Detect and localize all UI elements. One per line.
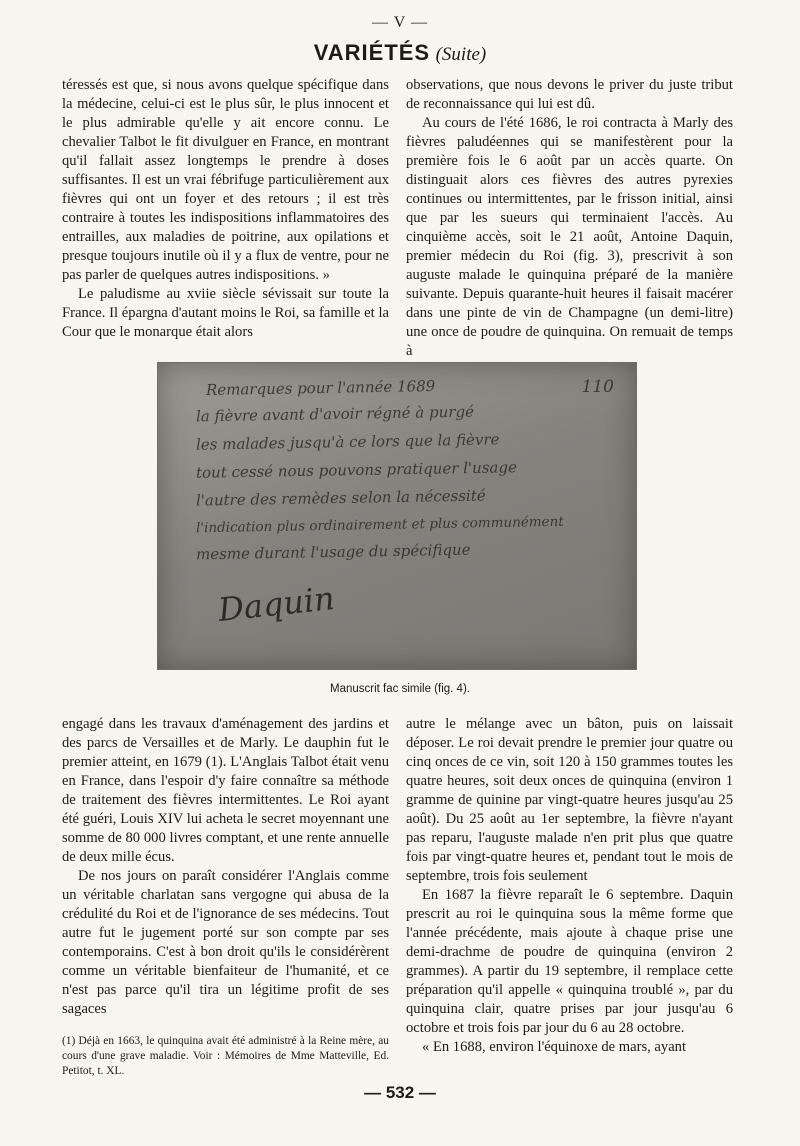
paragraph: De nos jours on paraît considérer l'Anglais comme un véritable charlatan sans vergogne qui abusa de la crédulité du Roi et de l'ignorance de ses médecins. Tout autre fut le jugement porté sur son compte par ses contemporains. C'est à bon droit qu'ils le considérèrent comme un véritable bienfaiteur de l'humanité, et ce n'est pas parce qu'il tira un légitime profit de ses sagaces: [62, 868, 389, 1017]
running-head: [0, 40, 800, 66]
page-number: — 532 —: [364, 1083, 436, 1102]
manuscript-line: la fièvre avant d'avoir régné à purgé: [195, 402, 475, 426]
paragraph: engagé dans les travaux d'aménagement des jardins et des parcs de Versailles et de Marly. Le dauphin fut le premier atteint, en 1679 (1). L'Anglais Talbot était venu en France, dans l'espoir d'y faire connaître sa méthode de traitement des fièvres intermittentes. Le Roi ayant été guéri, Louis XIV lui acheta le secret moyennant une somme de 80 000 livres comptant, et une rente annuelle de deux mille écus.: [62, 716, 389, 865]
manuscript-line: l'autre des remèdes selon la nécessité: [195, 486, 486, 510]
paragraph: Au cours de l'été 1686, le roi contracta à Marly des fièvres paludéennes qui se manifestèrent pour la première fois le 6 août par un accès quarte. On distinguait alors ces fièvres des autres pyrexies continues ou intermittentes, par le frisson initial, ainsi que par les sueurs qui terminaient l'accès. Au cinquième accès, soit le 21 août, Antoine Daquin, premier médecin du Roi (fig. 3), prescrivit à son auguste malade le quinquina préparé de la manière suivante. Depuis quarante-huit heures il faisait macérer dans une pinte de vin de Champagne (un demi-litre) une once de poudre de quinquina. On remuait de temps à: [406, 115, 733, 359]
column-bottom-right: [406, 715, 733, 1057]
manuscript-line: les malades jusqu'à ce lors que la fièvre: [195, 430, 500, 454]
paragraph: « En 1688, environ l'équinoxe de mars, ayant: [422, 1039, 687, 1055]
manuscript-facsimile: [157, 362, 637, 670]
running-head-suffix: (Suite): [435, 44, 487, 65]
column-bottom-left: [62, 715, 389, 1019]
figure-caption: Manuscrit fac simile (fig. 4).: [330, 683, 470, 695]
manuscript-line: l'indication plus ordinairement et plus communément: [195, 513, 564, 537]
manuscript-page-number: 110: [581, 377, 614, 397]
paragraph: observations, que nous devons le priver du juste tribut de reconnaissance qui lui est dû.: [406, 77, 733, 112]
manuscript-line: mesme durant l'usage du spécifique: [195, 540, 471, 564]
column-top-right: [406, 76, 733, 361]
paragraph: Le paludisme au xviie siècle sévissait sur toute la France. Il épargna d'autant moins le Roi, sa famille et la Cour que le monarque était alors: [62, 286, 389, 340]
paragraph: En 1687 la fièvre reparaît le 6 septembre. Daquin prescrit au roi le quinquina sous la même forme que l'année précédente, mais ajoute à chaque prise une demi-drachme de poudre de quinquina (environ 2 grammes). A partir du 19 septembre, il remplace cette préparation qu'il appelle « quinquina troublé », par du quinquina clair, quatre prises par jour jusqu'au 6 octobre et trois fois par jour du 6 au 28 octobre.: [406, 887, 733, 1036]
manuscript-line: Remarques pour l'année 1689: [205, 377, 436, 399]
section-folio: — V —: [372, 14, 428, 31]
paragraph: autre le mélange avec un bâton, puis on laissait déposer. Le roi devait prendre le premier jour quatre ou cinq onces de ce vin, soit 120 à 150 grammes toutes les quatre heures, soit deux onces de quinquina (environ 1 gramme de quinine par vingt-quatre heures jusqu'au 25 août). Du 25 août au 1er septembre, la fièvre n'ayant pas reparu, l'auguste malade n'en prit plus que quatre fois par vingt-quatre heures et, pendant tout le mois de septembre, trois fois seulement: [406, 716, 733, 884]
running-head-title: VARIÉTÉS: [313, 40, 431, 65]
footnote: (1) Déjà en 1663, le quinquina avait été administré à la Reine mère, au cours d'une grave maladie. Voir : Mémoires de Mme Matteville, Ed. Petitot, t. XL.: [62, 1035, 389, 1077]
manuscript-signature: Daquin: [216, 579, 337, 629]
paragraph: téressés est que, si nous avons quelque spécifique dans la médecine, celui-ci est le plus sûr, le plus innocent et le plus admirable qu'elle y ait encore connu. Le chevalier Talbot le fit divulguer en France, en montrant qu'il fallait assez longtemps le prendre à doses suffisantes. Il est un vrai fébrifuge particulièrement aux fièvres qui ont un foyer et des retours ; il est très contraire à toutes les indispositions inflammatoires des entrailles, aux maladies de poitrine, aux opilations et presque toujours inutile où il y a flux de ventre, pour ne pas parler de quelques autres indispositions. »: [62, 77, 389, 283]
manuscript-line: tout cessé nous pouvons pratiquer l'usage: [195, 458, 518, 482]
column-top-left: [62, 76, 389, 342]
